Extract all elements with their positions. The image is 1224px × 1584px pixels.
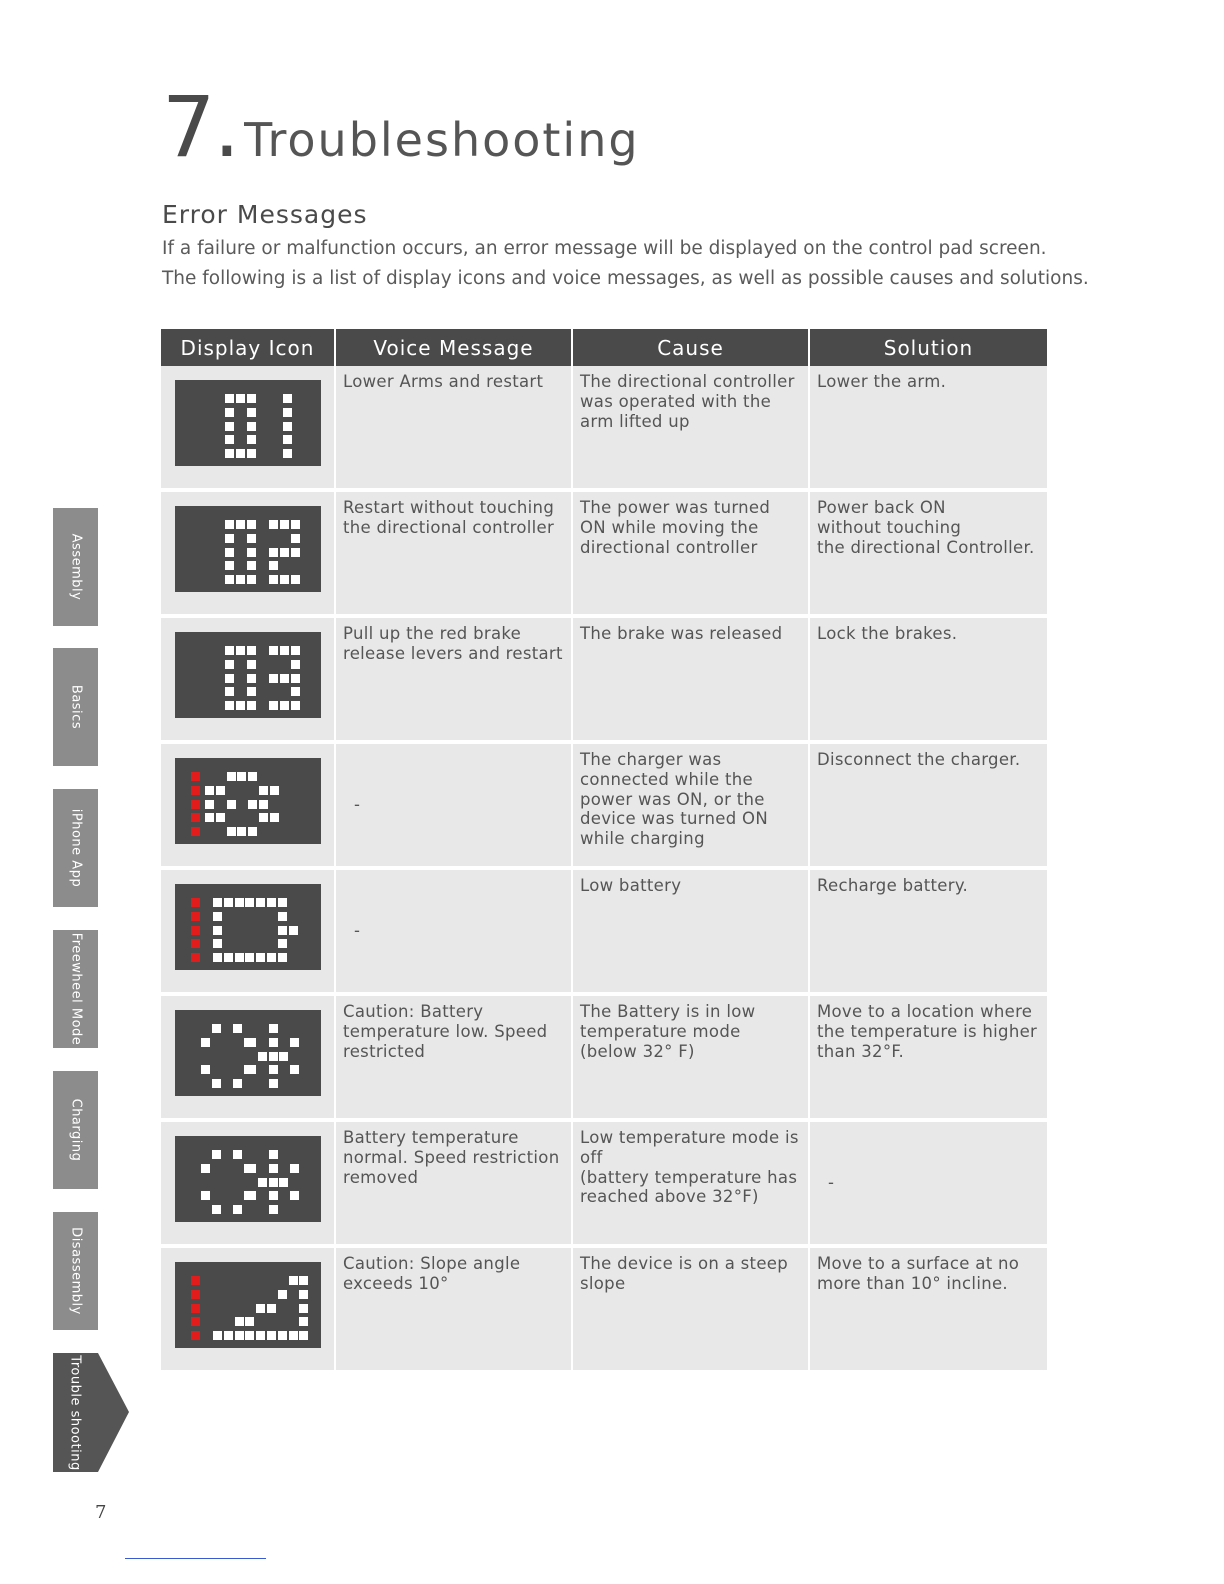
lcd-pixel [280,520,289,529]
lcd-pixel [245,898,254,907]
lcd-pixel [291,660,300,669]
lcd-pixel [191,800,200,809]
lcd-pixel [236,449,245,458]
lcd-pixel [270,813,279,822]
lcd-pixel [225,660,234,669]
lcd-pixel [201,1038,210,1047]
lcd-pixel [283,449,292,458]
voice-message-cell: Battery temperature normal. Speed restriction removed [336,1122,573,1248]
sidebar-tab-assembly[interactable] [53,508,98,626]
slope-warning-icon [175,1262,321,1348]
lcd-pixel [247,435,256,444]
intro-line: The following is a list of display icons and voice messages, as well as possible causes and solutions. [162,268,1089,289]
lcd-pixel [269,1052,278,1061]
lcd-pixel [191,926,200,935]
lcd-pixel [201,1065,210,1074]
lcd-pixel [247,548,256,557]
lcd-pixel [247,408,256,417]
lcd-pixel [201,1164,210,1173]
lcd-pixel [225,534,234,543]
lcd-pixel [233,1024,242,1033]
lcd-pixel [233,1205,242,1214]
lcd-pixel [269,1038,278,1047]
lcd-pixel [278,1331,287,1340]
lcd-pixel [225,687,234,696]
lcd-pixel [225,520,234,529]
lcd-pixel [269,575,278,584]
lcd-pixel [269,1079,278,1088]
lcd-pixel [225,394,234,403]
lcd-pixel [236,520,245,529]
lcd-pixel [269,1164,278,1173]
lcd-pixel [205,813,214,822]
chapter-heading [162,78,640,176]
intro-text [162,234,1089,294]
lcd-pixel [283,394,292,403]
lcd-pixel [245,1331,254,1340]
lcd-pixel [279,1178,288,1187]
lcd-pixel [235,898,244,907]
solution-cell: Move to a location where the temperature is higher than 32°F. [810,996,1047,1122]
header-cause: Cause [573,329,810,366]
lcd-pixel [191,912,200,921]
lcd-pixel [247,1164,256,1173]
table-row [161,366,1047,492]
sidebar-tab-label: Disassembly [68,1227,83,1315]
lcd-pixel [269,701,278,710]
lcd-pixel [212,1079,221,1088]
lcd-pixel [270,786,279,795]
lcd-pixel [191,813,200,822]
lcd-pixel [225,548,234,557]
lcd-pixel [191,1304,200,1313]
voice-message-cell: Lower Arms and restart [336,366,573,492]
lcd-pixel [269,1178,278,1187]
lcd-pixel [291,520,300,529]
lcd-pixel [227,800,236,809]
table-row [161,618,1047,744]
battery-temp-low-icon [175,1010,321,1096]
solution-cell: Power back ON without touching the directional Controller. [810,492,1047,618]
lcd-pixel [299,1304,308,1313]
lcd-pixel [256,953,265,962]
display-icon-cell [161,366,336,492]
lcd-pixel [291,687,300,696]
intro-line: If a failure or malfunction occurs, an error message will be displayed on the control pad screen. [162,238,1047,259]
lcd-pixel [201,1191,210,1200]
footer-link-underline [125,1558,266,1559]
lcd-pixel [236,394,245,403]
lcd-pixel [191,827,200,836]
lcd-pixel [224,953,233,962]
lcd-pixel [236,646,245,655]
lcd-pixel [191,1276,200,1285]
chapter-title: Troubleshooting [244,113,640,167]
charger-connected-icon [175,758,321,844]
lcd-pixel [227,827,236,836]
lcd-pixel [278,926,287,935]
lcd-pixel [225,435,234,444]
lcd-pixel [191,898,200,907]
lcd-pixel [280,646,289,655]
lcd-pixel [299,1276,308,1285]
sidebar-tab-freewheel-mode[interactable] [53,930,98,1048]
display-icon-cell [161,492,336,618]
cause-cell: The directional controller was operated with the arm lifted up [573,366,810,492]
sidebar-tab-label: Assembly [68,533,83,601]
lcd-pixel [225,701,234,710]
sidebar-tab-iphone-app[interactable] [53,789,98,907]
lcd-pixel [247,561,256,570]
lcd-pixel [248,772,257,781]
lcd-pixel [247,687,256,696]
lcd-pixel [216,813,225,822]
lcd-pixel [191,953,200,962]
voice-message-cell: Caution: Battery temperature low. Speed restricted [336,996,573,1122]
lcd-pixel [227,772,236,781]
lcd-pixel [225,561,234,570]
lcd-pixel [269,1191,278,1200]
table-row [161,870,1047,996]
solution-cell: Recharge battery. [810,870,1047,996]
lcd-pixel [224,1331,233,1340]
lcd-pixel [247,660,256,669]
lcd-pixel [247,1038,256,1047]
lcd-pixel [291,701,300,710]
lcd-pixel [225,408,234,417]
lcd-pixel [191,939,200,948]
lcd-pixel [236,701,245,710]
lcd-pixel [258,1178,267,1187]
page-number: 7 [95,1502,107,1523]
lcd-pixel [212,1024,221,1033]
table-row [161,744,1047,870]
error-messages-table [161,329,1047,1370]
cause-cell: Low battery [573,870,810,996]
lcd-pixel [191,1317,200,1326]
display-icon-cell [161,744,336,870]
error-01-display-icon [175,380,321,466]
lcd-pixel [212,1205,221,1214]
solution-cell: Move to a surface at no more than 10° incline. [810,1248,1047,1370]
lcd-pixel [278,898,287,907]
lcd-pixel [283,435,292,444]
lcd-pixel [280,575,289,584]
lcd-pixel [224,898,233,907]
voice-message-cell: - [336,870,573,996]
lcd-pixel [213,912,222,921]
cause-cell: The charger was connected while the power was ON, or the device was turned ON while charging [573,744,810,870]
lcd-pixel [247,422,256,431]
lcd-pixel [225,422,234,431]
lcd-pixel [256,1331,265,1340]
lcd-pixel [191,1290,200,1299]
lcd-pixel [267,1304,276,1313]
display-icon-cell [161,618,336,744]
sidebar-tab-label: Basics [68,684,83,730]
header-solution: Solution [810,329,1047,366]
display-icon-cell [161,1122,336,1248]
table-header-row [161,329,1047,366]
lcd-pixel [269,548,278,557]
table-row [161,996,1047,1122]
cause-cell: The brake was released [573,618,810,744]
lcd-pixel [191,1331,200,1340]
lcd-pixel [290,1065,299,1074]
lcd-pixel [278,1290,287,1299]
lcd-pixel [247,674,256,683]
lcd-pixel [290,1038,299,1047]
sidebar-tab-trouble-shooting[interactable] [53,1353,129,1472]
lcd-pixel [247,646,256,655]
header-display-icon: Display Icon [161,329,336,366]
lcd-pixel [283,408,292,417]
lcd-pixel [259,800,268,809]
sidebar-tab-basics[interactable] [53,648,98,766]
lcd-pixel [247,534,256,543]
low-battery-icon [175,884,321,970]
cause-cell: The power was turned ON while moving the directional controller [573,492,810,618]
lcd-pixel [279,1052,288,1061]
sidebar-tab-disassembly[interactable] [53,1212,98,1330]
lcd-pixel [235,953,244,962]
lcd-pixel [235,1317,244,1326]
voice-message-cell: - [336,744,573,870]
lcd-pixel [245,1317,254,1326]
lcd-pixel [233,1079,242,1088]
lcd-pixel [256,898,265,907]
lcd-pixel [205,786,214,795]
lcd-pixel [247,394,256,403]
lcd-pixel [213,953,222,962]
lcd-pixel [256,1304,265,1313]
lcd-pixel [289,1331,298,1340]
lcd-pixel [269,1024,278,1033]
lcd-pixel [191,786,200,795]
lcd-pixel [283,422,292,431]
lcd-pixel [225,449,234,458]
lcd-pixel [237,772,246,781]
lcd-pixel [216,786,225,795]
lcd-pixel [267,953,276,962]
lcd-pixel [267,898,276,907]
sidebar-tab-charging[interactable] [53,1071,98,1189]
lcd-pixel [289,1276,298,1285]
lcd-pixel [299,1290,308,1299]
solution-cell: Lock the brakes. [810,618,1047,744]
lcd-pixel [212,1150,221,1159]
sidebar-tab-label: Charging [68,1098,83,1162]
lcd-pixel [225,674,234,683]
lcd-pixel [247,520,256,529]
section-title: Error Messages [162,200,368,229]
lcd-pixel [269,646,278,655]
cause-cell: The device is on a steep slope [573,1248,810,1370]
voice-message-cell: Pull up the red brake release levers and restart [336,618,573,744]
solution-cell: Disconnect the charger. [810,744,1047,870]
lcd-pixel [280,701,289,710]
lcd-pixel [278,912,287,921]
voice-message-cell: Restart without touching the directional controller [336,492,573,618]
lcd-pixel [247,1065,256,1074]
battery-temp-normal-icon [175,1136,321,1222]
lcd-pixel [213,1331,222,1340]
voice-message-cell: Caution: Slope angle exceeds 10° [336,1248,573,1370]
table-row [161,1122,1047,1248]
cause-cell: Low temperature mode is off (battery temperature has reached above 32°F) [573,1122,810,1248]
lcd-pixel [269,1205,278,1214]
sidebar-tab-label: Trouble shooting [67,1355,83,1471]
display-icon-cell [161,996,336,1122]
active-tab-arrow-shape [53,1353,129,1472]
lcd-pixel [291,548,300,557]
lcd-pixel [191,772,200,781]
lcd-pixel [245,953,254,962]
display-icon-cell [161,870,336,996]
chapter-number: 7. [162,78,239,176]
lcd-pixel [213,898,222,907]
table-row [161,1248,1047,1370]
lcd-pixel [237,827,246,836]
lcd-pixel [225,646,234,655]
lcd-pixel [280,548,289,557]
sidebar-tab-label: iPhone App [68,808,83,888]
error-03-display-icon [175,632,321,718]
lcd-pixel [259,813,268,822]
header-voice-message: Voice Message [336,329,573,366]
solution-cell: - [810,1122,1047,1248]
lcd-pixel [247,449,256,458]
lcd-pixel [291,534,300,543]
lcd-pixel [235,1331,244,1340]
lcd-pixel [269,1150,278,1159]
lcd-pixel [213,939,222,948]
display-icon-cell [161,1248,336,1370]
lcd-pixel [289,926,298,935]
lcd-pixel [291,646,300,655]
lcd-pixel [269,674,278,683]
lcd-pixel [269,520,278,529]
lcd-pixel [225,575,234,584]
lcd-pixel [236,575,245,584]
lcd-pixel [248,827,257,836]
lcd-pixel [205,800,214,809]
table-row [161,492,1047,618]
lcd-pixel [247,575,256,584]
lcd-pixel [267,1331,276,1340]
lcd-pixel [299,1331,308,1340]
lcd-pixel [269,561,278,570]
solution-cell: Lower the arm. [810,366,1047,492]
lcd-pixel [278,939,287,948]
lcd-pixel [290,1164,299,1173]
lcd-pixel [247,1191,256,1200]
lcd-pixel [269,1065,278,1074]
lcd-pixel [280,674,289,683]
lcd-pixel [258,1052,267,1061]
cause-cell: The Battery is in low temperature mode (below 32° F) [573,996,810,1122]
sidebar-tab-label: Freewheel Mode [68,932,83,1046]
lcd-pixel [299,1317,308,1326]
lcd-pixel [278,953,287,962]
lcd-pixel [291,674,300,683]
lcd-pixel [247,701,256,710]
error-02-display-icon [175,506,321,592]
lcd-pixel [291,575,300,584]
lcd-pixel [290,1191,299,1200]
lcd-pixel [213,926,222,935]
lcd-pixel [233,1150,242,1159]
lcd-pixel [259,786,268,795]
lcd-pixel [248,800,257,809]
